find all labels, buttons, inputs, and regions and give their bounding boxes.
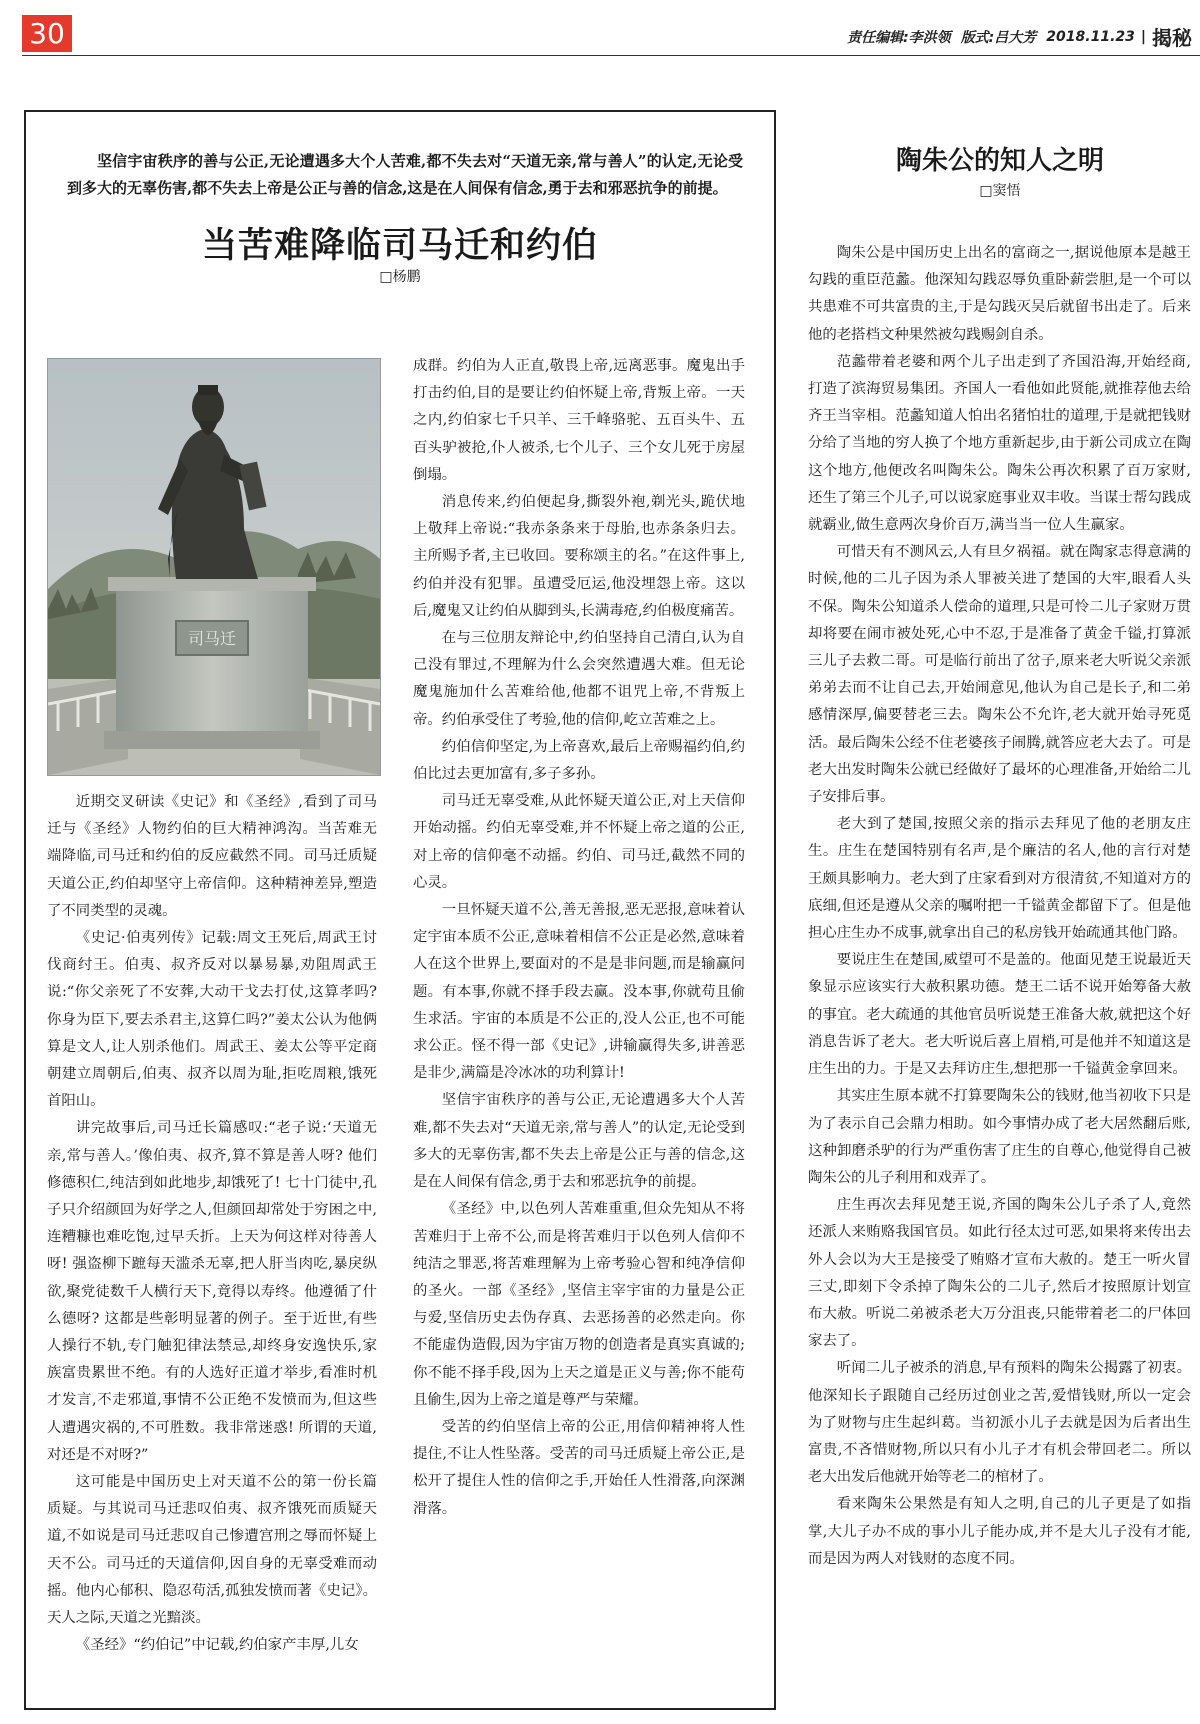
paragraph: 坚信宇宙秩序的善与公正,无论遭遇多大个人苦难,都不失去对“天道无亲,常与善人”的认定,无论受到多大的无辜伤害,都不失去上帝是公正与善的信念,这是在人间保有信念,勇于去和邪恶抗争的前提。 — [413, 1092, 745, 1191]
paragraph: 可惜天有不测风云,人有旦夕祸福。就在陶家志得意满的时候,他的二儿子因为杀人罪被关进了楚国的大牢,眼看人头不保。陶朱公知道杀人偿命的道理,只是可怜二儿子家财万贯却将要在闹市被处死,心中不忍,于是准备了黄金千镒,打算派三儿子去救二哥。可是临行前出了岔子,原来老大听说父亲派弟弟去而不让自己去,开始闹意见,他认为自己是长子,和二弟感情深厚,偏要替老三去。陶朱公不允许,老大就开始寻死觅活。最后陶朱公经不住老婆孩子闹腾,就答应老大去了。可是老大出发时陶朱公就已经做好了最坏的心理准备,开始给二儿子安排后事。 — [808, 544, 1191, 806]
paragraph: 《圣经》“约伯记”中记载,约伯家产丰厚,儿女 — [75, 1637, 359, 1654]
paragraph: 司马迁无辜受难,从此怀疑天道公正,对上天信仰开始动摇。约伯无辜受难,并不怀疑上帝之道的公正,对上帝的信仰毫不动摇。约伯、司马迁,截然不同的心灵。 — [413, 793, 745, 891]
paragraph: 要说庄生在楚国,威望可不是盖的。他面见楚王说最近天象显示应该实行大赦积累功德。楚王二话不说开始筹备大赦的事宜。老大疏通的其他官员听说楚王准备大赦,就把这个好消息告诉了老大。老大听说后喜上眉梢,可是他并不知道这是庄生出的力。于是又去拜访庄生,想把那一千镒黄金拿回来。 — [808, 952, 1191, 1078]
article-column-2 — [413, 353, 745, 1523]
layout-credit: 版式:吕大芳 — [960, 29, 1037, 46]
paragraph: 看来陶朱公果然是有知人之明,自己的儿子更是了如指掌,大儿子办不成的事小儿子能办成,并不是大儿子没有才能,而是因为两人对钱财的态度不同。 — [808, 1496, 1191, 1567]
sima-qian-statue-image — [48, 359, 380, 775]
paragraph: 讲完故事后,司马迁长篇感叹:“老子说:‘天道无亲,常与善人。’像伯夷、叔齐,算不算是善人呀? 他们修德积仁,纯洁到如此地步,却饿死了! 七十门徒中,孔子只介绍颜回为好学之人,但颜回却常处于穷困之中,连糟糠也难吃饱,过早夭折。上天为何这样对待善人呀! 强盗柳下蹠每天滥杀无辜,把人肝当肉吃,暴戾纵欲,聚党徒数千人横行天下,竟得以寿终。他遵循了什么德呀? 这都是些彰明显著的例子。至于近世,有些人操行不轨,专门触犯律法禁忌,却终身安逸快乐,家族富贵累世不绝。有的人选好正道才举步,看准时机才发言,不走邪道,事情不公正绝不发愤而为,但这些人遭遇灾祸的,不可胜数。我非常迷惑! 所谓的天道,对还是不对呀?” — [47, 1120, 377, 1463]
paragraph: 《史记·伯夷列传》记载:周文王死后,周武王讨伐商纣王。伯夷、叔齐反对以暴易暴,劝阻周武王说:“你父亲死了不安葬,大动干戈去打仗,这算孝吗? 你身为臣下,要去杀君主,这算仁吗?”姜太公认为他俩算是文人,让人别杀他们。周武王、姜太公等平定商朝建立周朝后,伯夷、叔齐以周为耻,拒吃周粮,饿死首阳山。 — [47, 930, 377, 1110]
paragraph: 《圣经》中,以色列人苦难重重,但众先知从不将苦难归于上帝不公,而是将苦难归于以色列人信仰不纯洁之罪恶,将苦难理解为上帝考验心智和纯净信仰的圣火。一部《圣经》,坚信主宰宇宙的力量是公正与爱,坚信历史去伪存真、去恶扬善的必然走向。你不能虚伪造假,因为宇宙万物的创造者是真实真诚的;你不能不择手段,因为上天之道是正义与善;你不能苟且偷生,因为上帝之道是尊严与荣耀。 — [413, 1201, 745, 1408]
paragraph: 约伯信仰坚定,为上帝喜欢,最后上帝赐福约伯,约伯比过去更加富有,多子多孙。 — [413, 738, 745, 783]
paragraph: 在与三位朋友辩论中,约伯坚持自己清白,认为自己没有罪过,不理解为什么会突然遭遇大难。但无论魔鬼施加什么苦难给他,他都不诅咒上帝,不背叛上帝。约伯承受住了考验,他的信仰,屹立苦难之上。 — [413, 630, 745, 728]
article-lead: 坚信宇宙秩序的善与公正,无论遭遇多大个人苦难,都不失去对“天道无亲,常与善人”的认定,无论受到多大的无辜伤害,都不失去上帝是公正与善的信念,这是在人间保有信念,勇于去和邪恶抗争的前提。 — [67, 152, 743, 197]
paragraph: 这可能是中国历史上对天道不公的第一份长篇质疑。与其说司马迁悲叹伯夷、叔齐饿死而质疑天道,不如说是司马迁悲叹自己惨遭宫刑之辱而怀疑上天不公。司马迁的天道信仰,因自身的无辜受难而动摇。他内心郁积、隐忍苟活,孤独发愤而著《史记》。天人之际,天道之光黯淡。 — [47, 1474, 377, 1627]
paragraph: 消息传来,约伯便起身,撕裂外袍,剃光头,跪伏地上敬拜上帝说:“我赤条条来于母胎,也赤条条归去。主所赐予者,主已收回。要称颂主的名。”在这件事上,约伯并没有犯罪。虽遭受厄运,他没埋怨上帝。这以后,魔鬼又让约伯从脚到头,长满毒疮,约伯极度痛苦。 — [413, 494, 745, 619]
paragraph: 受苦的约伯坚信上帝的公正,用信仰精神将人性提住,不让人性坠落。受苦的司马迁质疑上帝公正,是松开了提住人性的信仰之手,开始任人性滑落,向深渊滑落。 — [413, 1418, 745, 1517]
article-title: 当苦难降临司马迁和约伯 — [201, 225, 598, 266]
paragraph: 庄生再次去拜见楚王说,齐国的陶朱公儿子杀了人,竟然还派人来贿赂我国官员。如此行径太过可恶,如果将来传出去外人会以为大王是接受了贿赂才宣布大赦的。楚王一听火冒三丈,即刻下令杀掉了陶朱公的二儿子,然后才按照原计划宣布大赦。听说二弟被杀老大万分沮丧,只能带着老二的尸体回家去了。 — [808, 1197, 1191, 1350]
article-author: □杨鹏 — [379, 269, 421, 285]
side-article-title: 陶朱公的知人之明 — [895, 146, 1104, 176]
paragraph: 一旦怀疑天道不公,善无善报,恶无恶报,意味着认定宇宙本质不公正,意味着相信不公正是必然,意味着人在这个世界上,要面对的不是是非问题,而是输赢问题。有本事,你就不择手段去赢。没本事,你就苟且偷生求活。宇宙的本质是不公正的,没人公正,也不可能求公正。怪不得一部《史记》,讲输赢得失多,讲善恶是非少,满篇是冷冰冰的功利算计! — [413, 902, 745, 1082]
paragraph: 其实庄生原本就不打算要陶朱公的钱财,他当初收下只是为了表示自己会鼎力相助。如今事情办成了老大居然翻后账,这种卸磨杀驴的行为严重伤害了庄生的自尊心,他觉得自己被陶朱公的儿子利用和戏弄了。 — [808, 1088, 1191, 1186]
article-column-1 — [47, 789, 377, 1660]
side-article-column — [808, 240, 1191, 1573]
statue-plaque-text: 司马迁 — [187, 629, 237, 648]
section-name: 揭秘 — [1152, 26, 1192, 50]
header-separator: | — [1140, 28, 1146, 45]
issue-date: 2018.11.23 — [1046, 28, 1135, 45]
paragraph: 范蠡带着老婆和两个儿子出走到了齐国沿海,开始经商,打造了滨海贸易集团。齐国人一看他如此贤能,就推荐他去给齐王当宰相。范蠡知道人怕出名猪怕壮的道理,于是就把钱财分给了当地的穷人换了个地方重新起步,由于新公司成立在陶这个地方,他便改名叫陶朱公。陶朱公再次积累了百万家财,还生了第三个儿子,可以说家庭事业双丰收。当谋士帮勾践成就霸业,做生意两次身价百万,满当当一位人生赢家。 — [808, 353, 1191, 534]
paragraph: 陶朱公是中国历史上出名的富商之一,据说他原本是越王勾践的重臣范蠡。他深知勾践忍辱负重卧薪尝胆,是一个可以共患难不可共富贵的主,于是勾践灭吴后就留书出走了。后来他的老搭档文种果然被勾践赐剑自杀。 — [808, 245, 1191, 343]
paragraph: 听闻二儿子被杀的消息,早有预料的陶朱公揭露了初衷。他深知长子跟随自己经历过创业之苦,爱惜钱财,所以一定会为了财物与庄生起纠葛。当初派小儿子去就是因为后者出生富贵,不吝惜财物,所以只有小儿子才有机会带回老二。所以老大出发后他就开始等老二的棺材了。 — [808, 1360, 1191, 1486]
statue-photo — [47, 358, 381, 776]
page-number: 30 — [22, 15, 72, 52]
paragraph: 成群。约伯为人正直,敬畏上帝,远离恶事。魔鬼出手打击约伯,目的是要让约伯怀疑上帝,背叛上帝。一天之内,约伯家七千只羊、三千峰骆驼、五百头牛、五百头驴被抢,仆人被杀,七个儿子、三个女儿死于房屋倒塌。 — [413, 358, 745, 483]
paragraph: 近期交叉研读《史记》和《圣经》,看到了司马迁与《圣经》人物约伯的巨大精神鸿沟。当苦难无端降临,司马迁和约伯的反应截然不同。司马迁质疑天道公正,约伯却坚守上帝信仰。这种精神差异,塑造了不同类型的灵魂。 — [47, 794, 377, 919]
header-divider — [22, 55, 1200, 56]
paragraph: 老大到了楚国,按照父亲的指示去拜见了他的老朋友庄生。庄生在楚国特别有名声,是个廉洁的名人,他的言行对楚王颇具影响力。老大到了庄家看到对方很清贫,不知道对方的底细,但还是遵从父亲的嘱咐把一千镒黄金都留下了。但是他担心庄生办不成事,就拿出自己的私房钱开始疏通其他门路。 — [808, 816, 1191, 942]
page-header-info — [847, 22, 1192, 51]
editor-credit: 责任编辑:李洪领 — [847, 29, 951, 46]
side-article-author: □窦悟 — [979, 183, 1021, 199]
